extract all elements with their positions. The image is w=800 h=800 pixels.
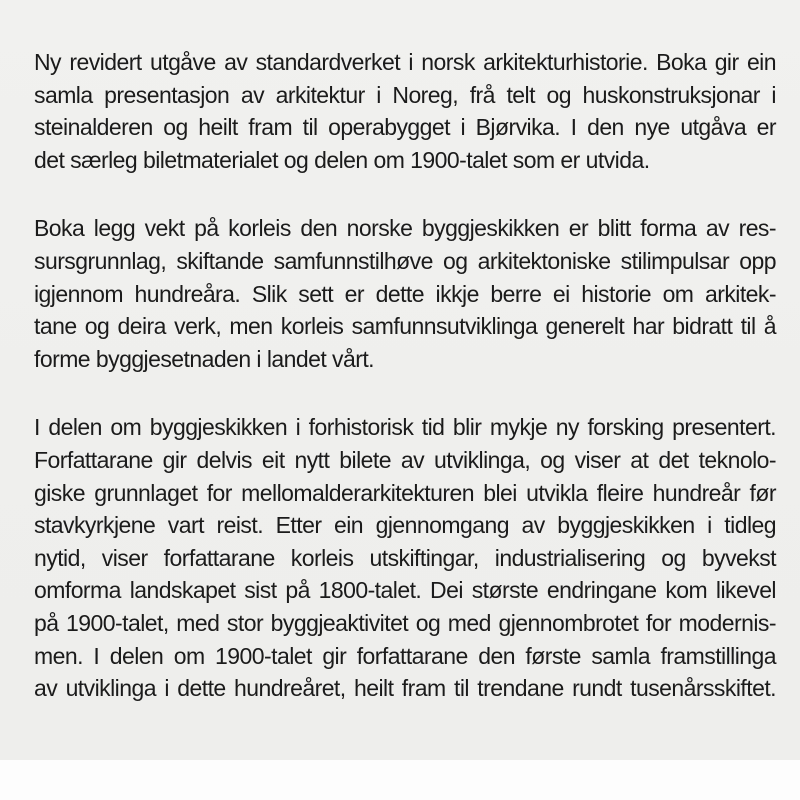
text-line: steinalderen og heilt fram til operabygget i Bjørvika. I den nye utgåva er [34, 114, 776, 141]
text-line: det særleg biletmaterialet og delen om 1900-talet som er utvida. [34, 146, 650, 173]
text-line: tane og deira verk, men korleis samfunnsutviklinga generelt har bidratt til å [34, 313, 776, 340]
paragraph-3 [34, 411, 776, 704]
text-line: forme byggjesetnaden i landet vårt. [34, 345, 375, 372]
text-line: I delen om byggjeskikken i forhistorisk tid blir mykje ny forsking presentert. [34, 414, 776, 441]
text-line: giske grunnlaget for mellomalderarkitekturen blei utvikla fleire hundreår før [34, 479, 776, 506]
text-line: Forfattarane gir delvis eit nytt bilete av utviklinga, og viser at det teknolo- [34, 446, 776, 473]
text-line: nytid, viser forfattarane korleis utskiftingar, industrialisering og byvekst [34, 544, 776, 571]
text-line: stavkyrkjene vart reist. Etter ein gjennomgang av byggjeskikken i tidleg [34, 512, 776, 539]
paragraph-1 [34, 46, 776, 176]
text-line: igjennom hundreåra. Slik sett er dette ikkje berre ei historie om arkitek- [34, 280, 776, 307]
text-line: sursgrunnlag, skiftande samfunnstilhøve og arkitektoniske stilimpulsar opp [34, 247, 776, 274]
text-line: på 1900-talet, med stor byggjeaktivitet og med gjennombrotet for modernis- [34, 609, 776, 636]
text-line: Ny revidert utgåve av standardverket i norsk arkitekturhistorie. Boka gir ein [34, 49, 776, 75]
text-line: omforma landskapet sist på 1800-talet. Dei største endringane kom likevel [34, 577, 776, 604]
text-line: Boka legg vekt på korleis den norske byggjeskikken er blitt forma av res- [34, 215, 776, 242]
text-line: men. I delen om 1900-talet gir forfattarane den første samla framstillinga [34, 642, 776, 669]
paragraph-2 [34, 212, 776, 375]
book-description [34, 46, 776, 741]
text-line: samla presentasjon av arkitektur i Noreg, frå telt og huskonstruksjonar i [34, 81, 776, 108]
text-line: av utviklinga i dette hundreåret, heilt fram til trendane rundt tusenårsskiftet. [34, 675, 776, 702]
